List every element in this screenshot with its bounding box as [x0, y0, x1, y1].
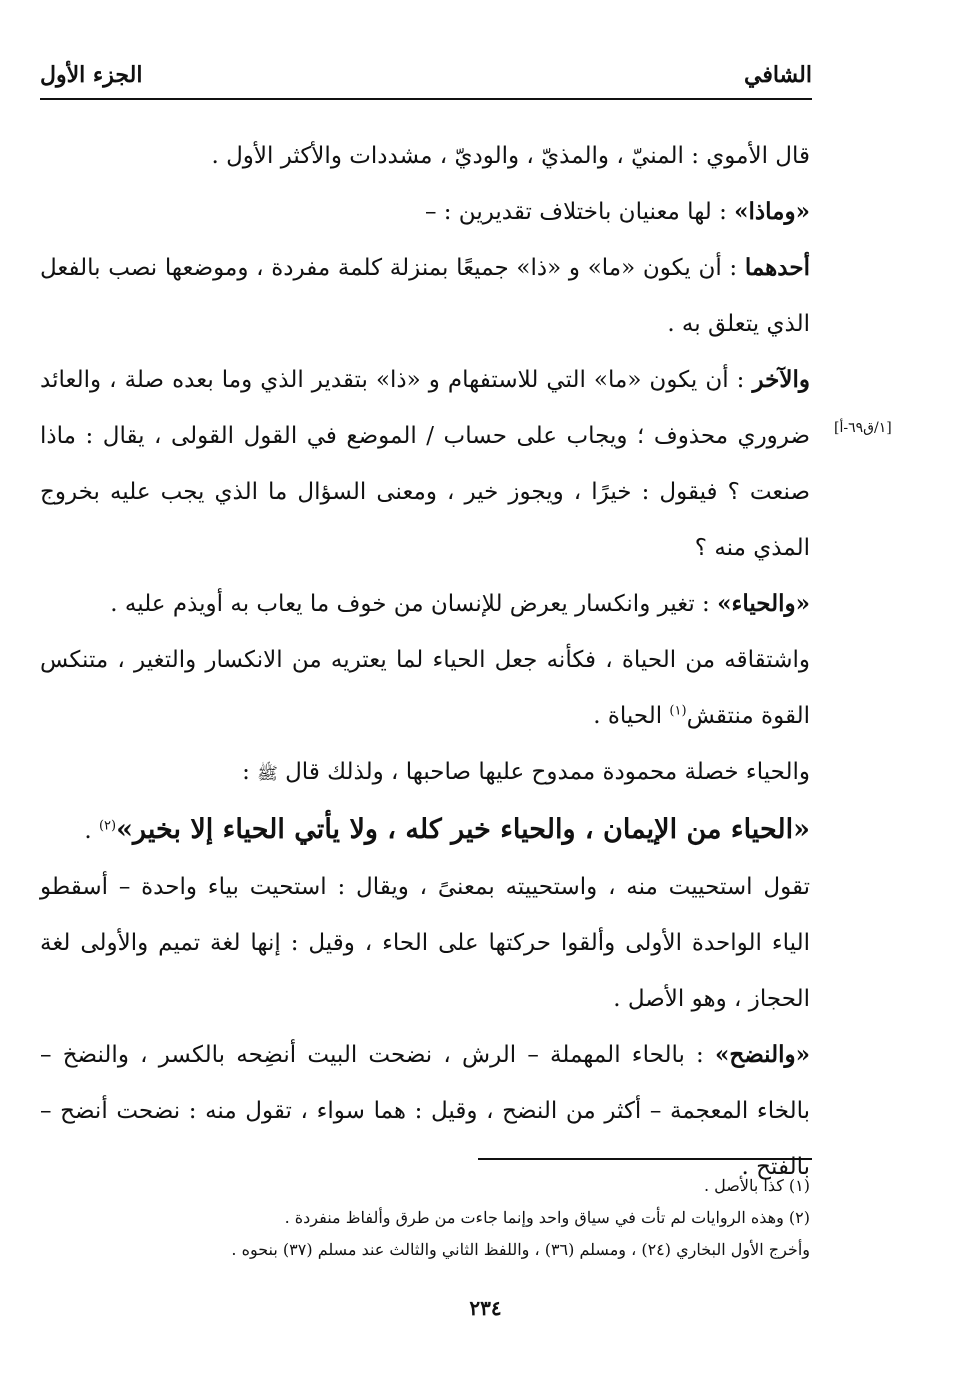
- manuscript-folio-note: [١/ق٦٩-أ]: [834, 420, 892, 436]
- paragraph-lead: «وماذا»: [734, 198, 810, 225]
- paragraph: [40, 240, 810, 352]
- paragraph-text: : أن يكون «ما» و «ذا» جميعًا بمنزلة كلمة مفردة ، وموضعها نصب بالفعل الذي يتعلق به .: [40, 255, 810, 337]
- part-title: الجزء الأول: [40, 62, 143, 88]
- paragraph: [40, 352, 810, 576]
- paragraph-lead: «والنضح»: [715, 1041, 810, 1068]
- paragraph-lead: أحدهما: [744, 254, 810, 281]
- hadith-text: «الحياء من الإيمان ، والحياء خير كله ، ولا يأتي الحياء إلا بخير»: [116, 814, 810, 845]
- paragraph: [40, 128, 810, 184]
- paragraph-text: : لها معنيان باختلاف تقديرين : –: [424, 199, 735, 225]
- paragraph: [40, 632, 810, 744]
- paragraph-text: واشتقاقه من الحياة ، فكأنه جعل الحياء لما يعتريه من الانكسار والتغير ، متنكس القوة منتقش: [40, 647, 810, 729]
- intro-line: [40, 744, 810, 802]
- paragraph: [40, 576, 810, 632]
- salawat-icon: ﷺ: [257, 764, 278, 784]
- footnote: (٢) وهذه الروايات لم تأت في سياق واحد وإنما جاءت من طرق وألفاظ منفردة .: [284, 1208, 810, 1227]
- paragraph-text: : تغير وانكسار يعرض للإنسان من خوف ما يعاب به أويذم عليه .: [110, 591, 718, 617]
- hadith-line: [40, 802, 810, 859]
- paragraph-lead: والآخر: [752, 366, 810, 393]
- paragraph-text-end: الحياة .: [593, 703, 670, 729]
- paragraph-text: : بالحاء المهملة – الرش ، نضحت البيت أنضِحه بالكسر ، والنضخ – بالخاء المعجمة – أكثر من النضح ، وقيل : هما سواء ، تقول منه : نضحت أنضح – بالفتح .: [40, 1042, 810, 1180]
- book-title: الشافي: [744, 62, 812, 88]
- footnote-ref[interactable]: (٢): [98, 818, 117, 834]
- intro-end: :: [242, 759, 258, 785]
- footnotes: [40, 1170, 810, 1266]
- paragraph-text: قال الأموي : المنيّ ، والمذيّ ، والوديّ ، مشددات والأكثر الأول .: [211, 143, 810, 169]
- paragraph-text: : أن يكون «ما» التي للاستفهام و «ذا» بتقدير الذي وما بعده صلة ، والعائد ضروري محذوف ؛ ويجاب على حساب / الموضع في القول القولى ، يقال : ماذا صنعت ؟ فيقول : خيرًا ، ويجوز خير ، ومعنى السؤال ما الذي يجب عليه بخروج المذي منه ؟: [40, 367, 810, 561]
- footnote-divider: [478, 1158, 812, 1160]
- paragraph-lead: «والحياء»: [717, 590, 810, 617]
- hadith-end: .: [84, 818, 99, 844]
- paragraph-text: تقول استحييت منه ، واستحييته بمعنىً ، ويقال : استحيت بياء واحدة – أسقطو الياء الواحدة الأولى وألقوا حركتها على الحاء ، وقيل : إنها لغة تميم والأولى لغة الحجاز ، وهو الأصل .: [40, 874, 810, 1012]
- intro-text: والحياء خصلة محمودة ممدوح عليها صاحبها ، ولذلك قال: [285, 759, 810, 785]
- page-header: [40, 58, 812, 100]
- page-number: ٢٣٤: [469, 1296, 502, 1320]
- paragraph: [40, 859, 810, 1027]
- footnote: (١) كذا بالأصل .: [703, 1176, 810, 1195]
- paragraph: [40, 184, 810, 240]
- footnote-ref[interactable]: (١): [669, 703, 687, 719]
- main-text: [40, 128, 810, 1195]
- footnote: وأخرج الأول البخاري (٢٤) ، ومسلم (٣٦) ، واللفظ الثاني والثالث عند مسلم (٣٧) بنحوه .: [231, 1240, 810, 1259]
